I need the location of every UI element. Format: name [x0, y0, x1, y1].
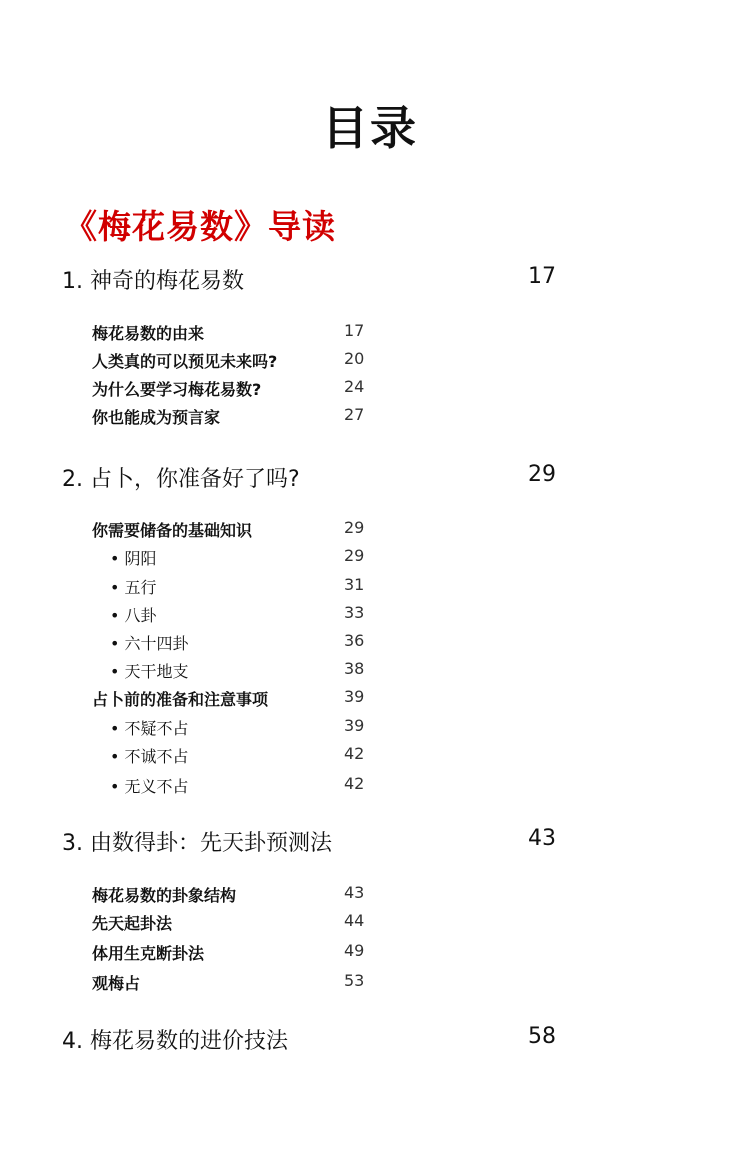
toc-subentry[interactable]: • 阴阳 — [110, 549, 157, 568]
page-title: 目录 — [322, 101, 418, 155]
toc-page-number: 36 — [344, 631, 365, 650]
toc-page-number: 44 — [344, 911, 365, 930]
toc-page-number: 33 — [344, 603, 365, 622]
toc-entry[interactable]: 先天起卦法 — [92, 914, 173, 933]
toc-page-number: 29 — [344, 518, 365, 537]
toc-page-number: 39 — [344, 687, 365, 706]
toc-entry[interactable]: 梅花易数的卦象结构 — [92, 886, 237, 905]
toc-subentry[interactable]: • 八卦 — [110, 606, 157, 625]
toc-subentry[interactable]: • 五行 — [110, 578, 157, 597]
toc-entry[interactable]: 体用生克断卦法 — [92, 944, 205, 963]
chapter-page-number: 58 — [528, 1024, 556, 1049]
chapter-title[interactable]: 3. 由数得卦：先天卦预测法 — [62, 831, 332, 856]
toc-subentry[interactable]: • 天干地支 — [110, 662, 189, 681]
toc-entry[interactable]: 占卜前的准备和注意事项 — [92, 690, 269, 709]
toc-page-number: 42 — [344, 774, 365, 793]
toc-entry[interactable]: 你也能成为预言家 — [92, 408, 221, 427]
book-subtitle: 《梅花易数》导读 — [64, 207, 336, 246]
toc-page-number: 24 — [344, 377, 365, 396]
toc-entry[interactable]: 为什么要学习梅花易数? — [92, 380, 262, 399]
toc-subentry[interactable]: • 六十四卦 — [110, 634, 189, 653]
toc-page-number: 39 — [344, 716, 365, 735]
toc-entry[interactable]: 梅花易数的由来 — [92, 324, 205, 343]
toc-entry[interactable]: 观梅占 — [92, 974, 141, 993]
toc-page-number: 27 — [344, 405, 365, 424]
toc-page-number: 53 — [344, 971, 365, 990]
toc-subentry[interactable]: • 无义不占 — [110, 777, 189, 796]
toc-page-number: 17 — [344, 321, 365, 340]
toc-page-number: 49 — [344, 941, 365, 960]
toc-subentry[interactable]: • 不诚不占 — [110, 747, 189, 766]
toc-page-number: 31 — [344, 575, 365, 594]
chapter-page-number: 43 — [528, 826, 556, 851]
chapter-title[interactable]: 4. 梅花易数的进价技法 — [62, 1029, 288, 1054]
chapter-page-number: 29 — [528, 462, 556, 487]
toc-entry[interactable]: 人类真的可以预见未来吗? — [92, 352, 278, 371]
toc-page-number: 43 — [344, 883, 365, 902]
chapter-title[interactable]: 2. 占卜，你准备好了吗? — [62, 467, 300, 492]
toc-page-number: 20 — [344, 349, 365, 368]
toc-subentry[interactable]: • 不疑不占 — [110, 719, 189, 738]
toc-page-number: 38 — [344, 659, 365, 678]
chapter-page-number: 17 — [528, 264, 556, 289]
toc-page-number: 29 — [344, 546, 365, 565]
toc-page-number: 42 — [344, 744, 365, 763]
chapter-title[interactable]: 1. 神奇的梅花易数 — [62, 269, 244, 294]
toc-entry[interactable]: 你需要储备的基础知识 — [92, 521, 253, 540]
